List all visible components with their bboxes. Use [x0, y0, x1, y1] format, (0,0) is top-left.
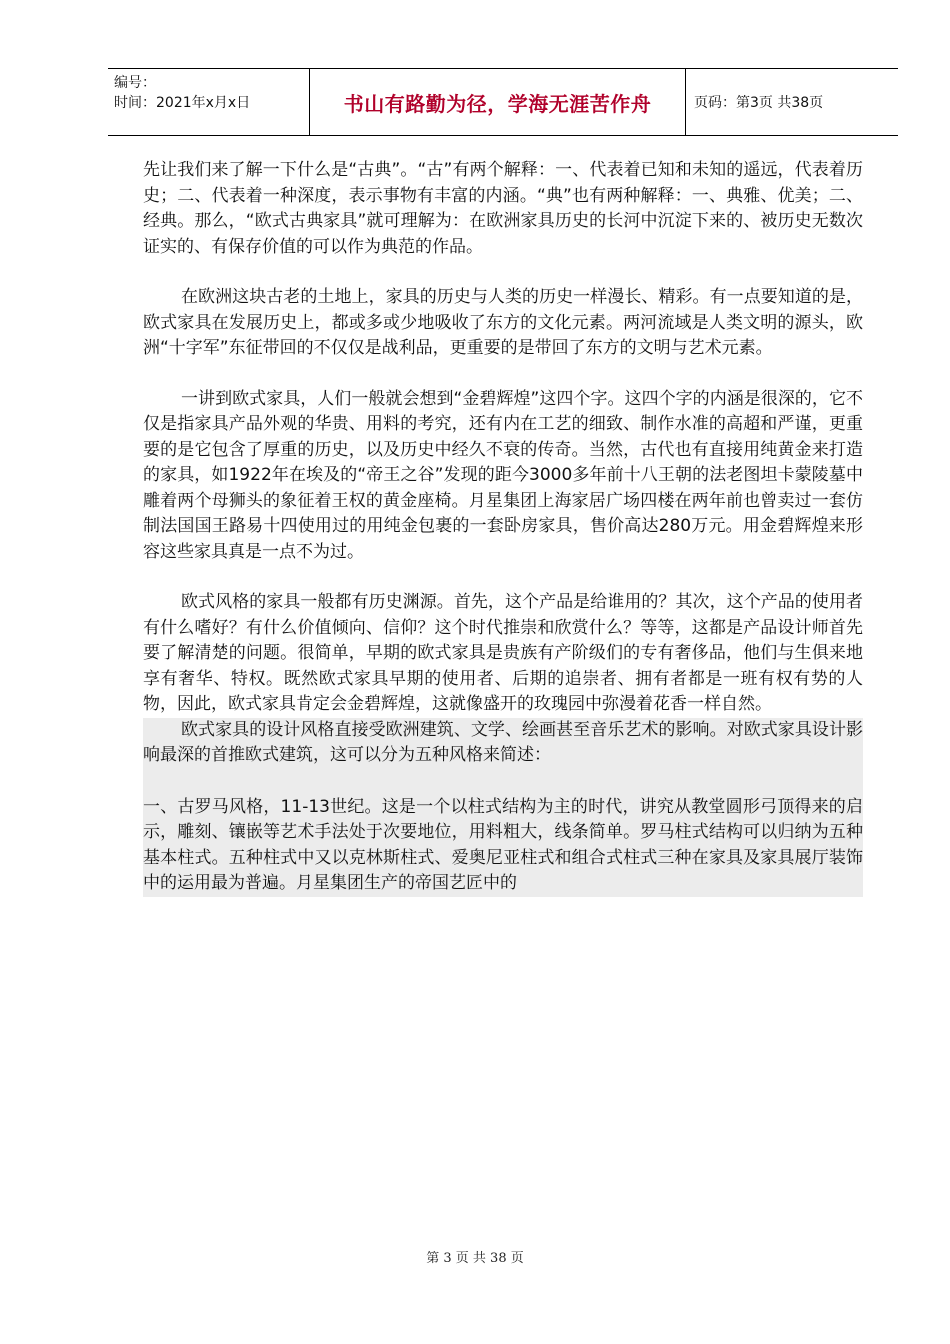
section-gap [143, 769, 863, 795]
paragraph-5: 欧式家具的设计风格直接受欧洲建筑、文学、绘画甚至音乐艺术的影响。对欧式家具设计影响最深的首推欧式建筑，这可以分为五种风格来简述： [143, 719, 863, 765]
header-page-info: 页码：第3页 共38页 [694, 95, 824, 111]
document-body [143, 158, 863, 897]
paragraph-4: 欧式风格的家具一般都有历史渊源。首先，这个产品是给谁用的？其次，这个产品的使用者有什么嗜好？有什么价值倾向、信仰？这个时代推崇和欣赏什么？等等，这都是产品设计师首先要了解清楚的问题。很简单，早期的欧式家具是贵族有产阶级们的专有奢侈品，他们与生俱来地享有奢华、特权。既然欧式家具早期的使用者、后期的追崇者、拥有者都是一班有权有势的人物，因此，欧式家具肯定会金碧辉煌，这就像盛开的玫瑰园中弥漫着花香一样自然。 [143, 592, 863, 714]
header-motto: 书山有路勤为径，学海无涯苦作舟 [310, 69, 686, 135]
document-time-label: 时间：2021年x月x日 [114, 95, 251, 111]
paragraph-6: 一、古罗马风格，11-13世纪。这是一个以柱式结构为主的时代，讲究从教堂圆形弓顶得来的启示，雕刻、镶嵌等艺术手法处于次要地位，用料粗大，线条简单。罗马柱式结构可以归纳为五种基本柱式。五种柱式中又以克林斯柱式、爱奥尼亚柱式和组合式柱式三种在家具及家具展厅装饰中的运用最为普遍。月星集团生产的帝国艺匠中的 [143, 796, 863, 893]
header-meta [108, 69, 310, 135]
document-number-label: 编号： [114, 75, 156, 91]
paragraph-1: 先让我们来了解一下什么是“古典”。“古”有两个解释：一、代表着已知和未知的遥远，代表着历史；二、代表着一种深度，表示事物有丰富的内涵。“典”也有两种解释：一、典雅、优美；二、经典。那么，“欧式古典家具”就可理解为：在欧洲家具历史的长河中沉淀下来的、被历史无数次证实的、有保存价值的可以作为典范的作品。 [143, 160, 863, 257]
highlighted-section [143, 718, 863, 897]
page-header [108, 68, 898, 136]
paragraph-2: 在欧洲这块古老的土地上，家具的历史与人类的历史一样漫长、精彩。有一点要知道的是，欧式家具在发展历史上，都或多或少地吸收了东方的文化元素。两河流域是人类文明的源头，欧洲“十字军”东征带回的不仅仅是战利品，更重要的是带回了东方的文明与艺术元素。 [143, 287, 863, 358]
page-footer: 第 3 页 共 38 页 [426, 1251, 524, 1266]
paragraph-3: 一讲到欧式家具，人们一般就会想到“金碧辉煌”这四个字。这四个字的内涵是很深的，它不仅是指家具产品外观的华贵、用料的考究，还有内在工艺的细致、制作水准的高超和严谨，更重要的是它包含了厚重的历史，以及历史中经久不衰的传奇。当然，古代也有直接用纯黄金来打造的家具，如1922年在埃及的“帝王之谷”发现的距今3000多年前十八王朝的法老图坦卡蒙陵墓中雕着两个母狮头的象征着王权的黄金座椅。月星集团上海家居广场四楼在两年前也曾卖过一套仿制法国国王路易十四使用过的用纯金包裹的一套卧房家具，售价高达280万元。用金碧辉煌来形容这些家具真是一点不为过。 [143, 388, 863, 562]
